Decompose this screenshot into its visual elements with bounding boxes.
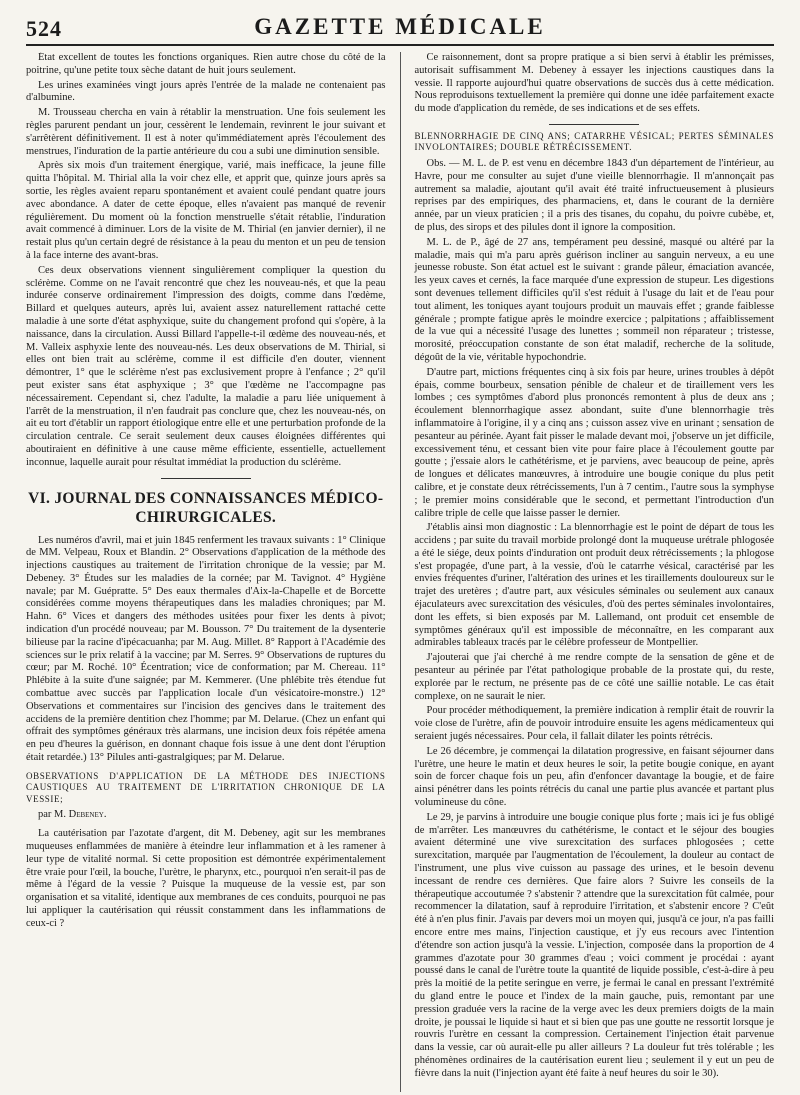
case-heading: BLENNORRHAGIE DE CINQ ANS; CATARRHE VÉSICAL; PERTES SÉMINALES INVOLONTAIRES; DOUBLE RÉTRÉCISSEMENT.: [414, 130, 774, 153]
byline: [26, 809, 386, 822]
right-column: [415, 52, 775, 1092]
paragraph: J'établis ainsi mon diagnostic : La blennorrhagie est le point de départ de tous les accidens ; par suite du travail morbide prolongé dont la muqueuse urétrale phlogosée a été le siége, deux points d'induration ont produit deux rétrécissements ; la phlogose s'est propagée, d'une part, à la vessie, d'où le catarrhe vésical, caractérisé par les envies fréquentes d'uriner, l'altération des urines et les tiraillements douloureux sur le trajet des uretères ; d'autre part, aux vésicules séminales ou seulement aux canaux éjaculateurs avec surexcitation des vésicules, d'où des pertes séminales involontaires, dont les effets, si bien exposés par M. Lallemand, ont produit cet ensemble de symptômes généraux qu'il est impossible de méconnaître, en les comparant aux admirables tableaux tracés par le célèbre professeur de Montpellier.: [414, 522, 774, 649]
paragraph: État excellent de toutes les fonctions organiques. Rien autre chose du côté de la poitrine, qu'une petite toux sèche datant de huit jours seulement.: [26, 52, 386, 76]
author-name: Debeney.: [68, 809, 107, 821]
journal-contents-paragraph: Les numéros d'avril, mai et juin 1845 renferment les travaux suivants : 1° Clinique de MM. Velpeau, Roux et Blandin. 2° Observations d'application de la méthode des injections caustiques au traitement de l'irritation chronique de la vessie; par M. Debeney. 3° Études sur les maladies de la cornée; par M. Tavignot. 4° Hygiène navale; par M. Guépratte. 5° Des eaux thermales d'Aix-la-Chapelle et de Borcette considérées comme moyens thérapeutiques dans les maladies chroniques; par M. Hahn. 6° Vices et dangers des méthodes usitées pour fixer les dents à pivot; indication d'un procédé nouveau; par M. Bousson. 7° Du traitement de la dysenterie bilieuse par la racine d'ipécacuanha; par M. Aug. Millet. 8° Rapport à l'Académie des sciences sur le prix relatif à la vaccine; par M. Serres. 9° Observations de ruptures du cœur; par M. Roché. 10° Écentration; vice de conformation; par M. Chereau. 11° Phlébite à la suite d'une saignée; par M. Kemmerer. (Une phlébite très étendue fut combattue avec succès par l'application locale d'un vésicatoire-monstre.) 12° Observations et commentaires sur l'incision des gencives dans le traitement des accidens de la première dentition chez l'homme; par M. Delarue. (Chez un enfant qui offrait des symptômes généraux très alarmans, une incision deux fois répétée amena en peu d'heures la guérison, en donnant chaque fois issue à une dent dont l'éruption était retardée.) 13° Pilules anti-gastralgiques; par M. Delarue.: [26, 534, 386, 764]
paragraph: D'autre part, mictions fréquentes cinq à six fois par heure, urines troubles à dépôt épais, comme bourbeux, sensation pénible de chaleur et de tiraillement vers les lombes ; ces symptômes d'abord plus prononcés remontent à plus de deux ans ; écoulement blennorrhagique assez abondant, suite d'une blennorrhagie très inflammatoire à l'origine, il y a cinq ans ; cuisson assez vive en urinant ; sensation de pesanteur au périnée. Ayant fait pisser le malade devant moi, j'observe un jet difficile, excessivement ténu, et cessant bien vite pour faire place à l'écoulement goutte par goutte ; j'essaie alors le cathétérisme, et je parviens, avec beaucoup de peine, après de longues et délicates manœuvres, à introduire une bougie conique du plus petit calibre, et je constate deux rétrécissements, l'un à 7 centim., l'autre sous la symphyse ; le premier moins considérable que le second, et permettant l'introduction d'un calibre triple de celle que laisse passer le dernier.: [414, 366, 774, 519]
paragraph: La cautérisation par l'azotate d'argent, dit M. Debeney, agit sur les membranes muqueuses enflammées de manière à éteindre leur inflammation et à les ramener à leur type de vitalité normal. Si cette proposition est démontrée expérimentalement être vraie pour l'œil, la bouche, l'urètre, le pharynx, etc., pourquoi n'en serait-il pas de même à l'égard de la vessie ? Puisque la muqueuse de la vessie est, par son organisation et sa vitalité, identique aux membranes de ces conduits, pourquoi ne pas lui appliquer la cautérisation qui réussit constamment dans les inflammations de ceux-ci ?: [26, 828, 386, 929]
page-number: 524: [26, 16, 62, 41]
left-column: [26, 52, 386, 1092]
section-heading: VI. JOURNAL DES CONNAISSANCES MÉDICO-CHIRURGICALES.: [28, 489, 384, 526]
two-column-body: [26, 52, 774, 1092]
page-header: [26, 14, 774, 46]
running-title: GAZETTE MÉDICALE: [254, 14, 546, 39]
byline-prefix: par M.: [38, 809, 66, 821]
section-divider: [161, 478, 251, 479]
paragraph: Après six mois d'un traitement énergique, varié, mais inefficace, la jeune fille quitta l'hôpital. M. Thirial alla la voir chez elle, et apprit que, quinze jours après sa sortie, les règles avaient reparu spontanément et avaient coulé pendant quatre jours avec abondance. A dater de cette époque, elles n'avaient pas manqué de revenir régulièrement. Du moment où la fonction menstruelle s'était rétablie, l'induration avait commencé à diminuer. Lors de la visite de M. Thirial (en janvier dernier), il ne restait plus qu'un certain degré de résistance à la peau du menton et un peu de tension à la face interne des avant-bras.: [26, 160, 386, 261]
paragraph: Obs. — M. L. de P. est venu en décembre 1843 d'un département de l'intérieur, au Havre, pour me consulter au sujet d'une vieille blennorrhagie. Il m'annonçait pas autrement sa maladie, ajoutant qu'il avait été traité infructueusement à plusieurs reprises par des empiriques, des pharmaciens, et, dans le courant de la dernière année, par un vieux praticien ; il a pris des tisanes, du copahu, du poivre cubèbe, et, de plus, des sirops et des pilules dont il ignore la composition.: [414, 157, 774, 233]
paragraph: J'ajouterai que j'ai cherché à me rendre compte de la sensation de gêne et de pesanteur au périnée par l'état pathologique probable de la prostate qui, du reste, explorée par le rectum, ne présente pas de ce côté une saillie notable. Le cas était complexe, on ne saurait le nier.: [414, 652, 774, 702]
column-divider: [400, 52, 401, 1092]
paragraph: Les urines examinées vingt jours après l'entrée de la malade ne contenaient pas d'albumine.: [26, 79, 386, 104]
paragraph: Ces deux observations viennent singulièrement compliquer la question du sclérème. Comme on ne l'avait rencontré que chez les nouveau-nés, et que la peau indurée conserve ordinairement l'impression des doigts, comme dans l'œdème, Billard et quelques auteurs, après lui, avaient assez naturellement rattaché cette maladie à une sorte d'état asphyxique, suite du changement profond qui s'opère, à la naissance, dans la circulation. Aussi Billard l'appelle-t-il œdème des nouveau-nés, et M. Valleix asphyxie lente des nouveau-nés. Les deux observations de M. Thirial, si elles ont bien trait au sclérème, comme il est difficile d'en douter, viennent démontrer, 1° que le sclérème n'est pas exclusivement propre à l'enfance ; 2° qu'il peut exister sans état asphyxique ; 3° que l'œdème ne l'accompagne pas nécessairement. Cependant si, chez l'adulte, la maladie a paru liée uniquement à l'arrêt de la menstruation, il n'en faudrait pas conclure que, chez les nouveau-nés, on ait eu tort d'établir un rapport étiologique entre elle et une perturbation profonde de la circulation centrale. Ce serait seulement deux causes éloignées différentes qui aboutiraient en définitive à une cause même efficiente, essentielle, actuellement inconnue, laquelle aurait pour résultat immédiat la production du sclérème.: [26, 264, 386, 468]
paragraph: M. Trousseau chercha en vain à rétablir la menstruation. Une fois seulement les règles parurent pendant un jour, cessèrent le lendemain, revinrent le jour suivant et s'arrêtèrent définitivement. Il est à noter qu'immédiatement après l'écoulement des menstrues, l'induration de la partie antérieure du cou a subi une diminution sensible.: [26, 107, 386, 157]
paragraph: Le 26 décembre, je commençai la dilatation progressive, en faisant séjourner dans l'urètre, une heure le matin et deux heures le soir, la petite bougie conique, en ayant soin de forcer chaque fois un peu, afin d'enfoncer davantage la bougie, et de faire ainsi pénétrer dans les points rétrécis du canal une partie plus avancée et partant plus volumineuse du cône.: [414, 745, 774, 809]
paragraph: Le 29, je parvins à introduire une bougie conique plus forte ; mais ici je fus obligé de m'arrêter. Les manœuvres du cathétérisme, le contact et le séjour des bougies avaient déterminé une vive surexcitation des surfaces phlogosées ; cette surexcitation, marquée par l'augmentation de l'écoulement, la douleur au contact de l'instrument, une plus vive cuisson au passage des urines, et le besoin devenu incessant de rendre ces dernières. Que faire alors ? Suivre les conseils de la thérapeutique accoutumée ? s'abstenir ? attendre que la surexcitation fût calmée, pour recommencer la dilatation, sauf à reproduire l'irritation, et s'abstenir encore ? C'eût été à n'en plus finir. J'avais par devers moi un moyen qui, jusqu'à ce jour, n'a pas failli encore entre mes mains, l'injection caustique, et j'y eus recours avec l'intention d'étendre son action jusqu'à la vessie. L'injection, composée dans la proportion de 4 grammes d'azotate pour 30 grammes d'eau ; voici comment je procédai : ayant poussé dans le canal de l'urètre toute la quantité de liquide possible, c'est-à-dire à peu près la moitié de la petite seringue en verre, je fermai le canal en pressant l'extrémité du gland entre le pouce et l'index de la main gauche, puis, remontant par une pression graduée vers la racine de la verge avec les deux premiers doigts de la main droite, je poussai le liquide si haut et si bien que pas une goutte ne ressortit lorsque je rouvris l'urètre en cessant la compression. Certainement l'injection était parvenue dans la vessie, car où aurait-elle pu aller ailleurs ? La douleur fut très tolérable ; les phénomènes ordinaires de la cautérisation eurent lieu ; seulement il y eut un peu de fièvre dans la nuit (l'injection ayant été faite à neuf heures du soir le 30).: [414, 811, 774, 1079]
paragraph: M. L. de P., âgé de 27 ans, tempérament peu dessiné, masqué ou altéré par la maladie, mais qui m'a paru après guérison incliner au sanguin nerveux, a eu une jeunesse robuste. Son état actuel est le suivant : grande pâleur, émaciation avancée, les yeux caves et cernés, la face marquée d'une expression de stupeur. Les digestions sont devenues tellement difficiles qu'il s'est réduit à l'usage du lait et de l'eau pour tout aliment, les toniques ayant toujours produit un mauvais effet ; grande faiblesse générale ; prompte fatigue après le moindre exercice ; palpitations ; affaiblissement de la vue qui a nécessité l'usage des lunettes ; sommeil non réparateur ; tristesse, morosité, préoccupation constante de son état maladif, recherche de la solitude, dégoût de la vie, véritable hypochondrie.: [414, 236, 774, 363]
case-divider: [549, 124, 639, 125]
paragraph: Pour procéder méthodiquement, la première indication à remplir était de rouvrir la voie close de l'urètre, afin de pouvoir introduire ensuite les agens médicamenteux qui seraient jugés nécessaires. Pour cela, il fallait dilater les points rétrécis.: [414, 705, 774, 743]
paragraph: Ce raisonnement, dont sa propre pratique a si bien servi à établir les prémisses, autorisait suffisamment M. Debeney à essayer les injections caustiques dans la vessie. Il rapporte aujourd'hui quatre observations de succès dus à cette médication. Nous reproduisons textuellement la première qui donne une idée parfaitement exacte du mode d'application du remède, de ses indications et de ses effets.: [414, 52, 774, 115]
subsection-heading: OBSERVATIONS D'APPLICATION DE LA MÉTHODE DES INJECTIONS CAUSTIQUES AU TRAITEMENT DE L'IRRITATION CHRONIQUE DE LA VESSIE;: [26, 770, 386, 804]
